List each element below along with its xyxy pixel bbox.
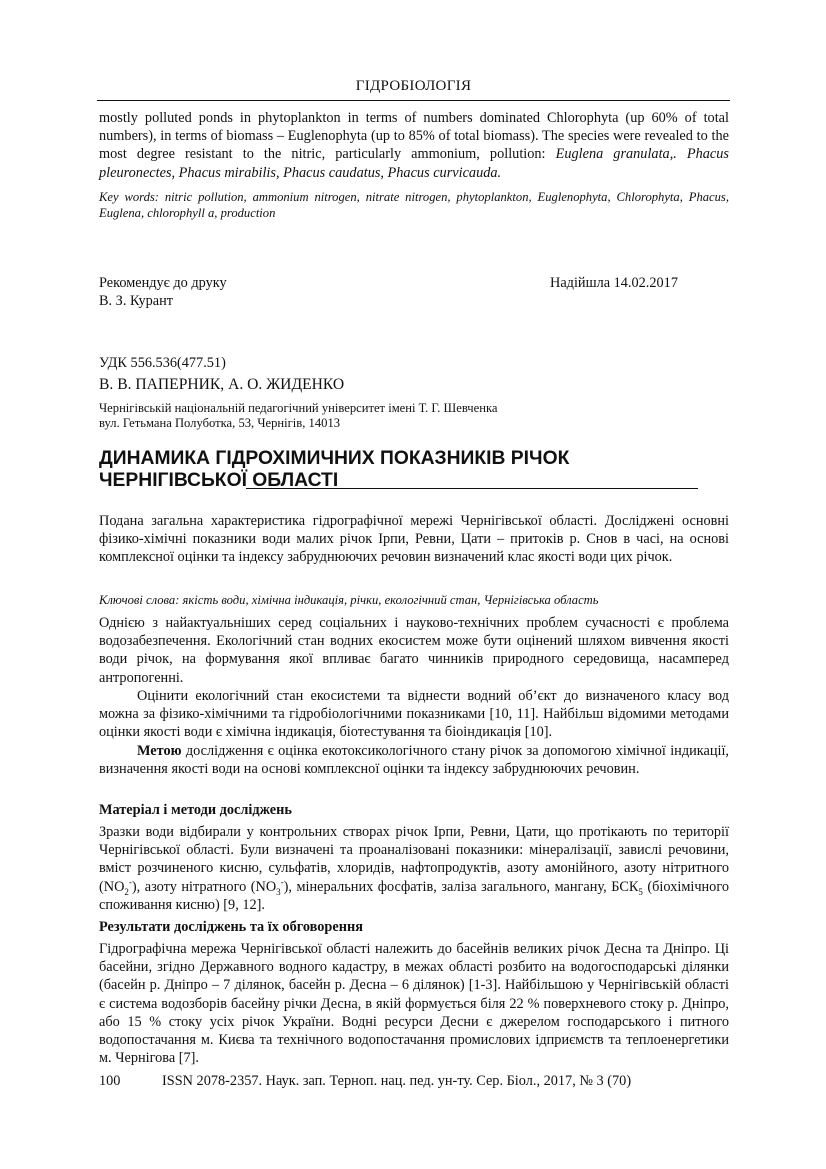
- address: вул. Гетьмана Полуботка, 53, Чернігів, 14013: [99, 416, 341, 430]
- methods-text-a: Зразки води відбирали у контрольних створах річок Ірпи, Ревни, Цати, що протікають по території Чернігівської області. Були визначені та проаналізовані показники: мінералізації, завислі речовини, вміст розчиненого кисню, сульфатів, хлоридів, нафтопродуктів, азоту амонійного, азоту нітритного (NO: [99, 824, 729, 895]
- udc-code: УДК 556.536(477.51): [99, 355, 226, 371]
- aim-paragraph: [99, 742, 729, 778]
- recommend-label: Рекомендує до друку: [99, 275, 227, 291]
- results-heading: Результати досліджень та їх обговорення: [99, 919, 363, 935]
- methods-text-b: ), азоту нітратного (NO: [131, 878, 277, 895]
- aim-text: дослідження є оцінка екотоксикологічного стану річок за допомогою хімічної індикації, визначення якості води на основі комплексної оцінки та індексу забруднюючих речовин.: [99, 743, 729, 778]
- article-abstract: Подана загальна характеристика гідрографічної мережі Чернігівської області. Досліджені основні фізико-хімічні показники води малих річок Ірпи, Ревни, Цати – притоків р. Снов в часі, на основі комплексної оцінки та індексу забруднюючих речовин визначений клас якості води цих річок.: [99, 513, 729, 566]
- methods-text-d: (біохімічного споживання кисню) [9, 12].: [99, 878, 729, 913]
- bsk-subscript: 5: [638, 886, 643, 897]
- page-number: 100: [99, 1073, 121, 1089]
- aim-label: Метою: [137, 743, 182, 759]
- results-paragraph: Гідрографічна мережа Чернігівської області належить до басейнів великих річок Десна та Дніпро. Ці басейни, згідно Державного водного кадастру, в межах області розбито на водогосподарські ділянки (басейн р. Дніпро – 7 ділянок, басейн р. Десна – 6 ділянок) [1-3]. Найбільшою у Чернігівській області є система водозборів басейну річки Десна, в якій формується біля 22 % поверхневого стоку р. Дніпро, або 15 % стоку усіх річок України. Водні ресурси Десни є джерелом господарського і питного водопостачання м. Києва та технічного водопостачання промислових ідприємств та теплоенергетики м. Чернігова [7].: [99, 941, 729, 1067]
- recommender-name: В. З. Курант: [99, 293, 173, 309]
- header-rule: [97, 100, 730, 101]
- methods-text-c: ), мінеральних фосфатів, заліза загального, мангану, БСК: [283, 878, 639, 895]
- intro-paragraph-1: Однією з найактуальніших серед соціальних і науково-технічних проблем сучасності є проблема водозабезпечення. Екологічний стан водних екосистем може бути оцінений шляхом вивчення якості води річок, на формування якої впливає багато чинників природного середовища, насамперед антропогенні.: [99, 615, 729, 686]
- received-date: Надійшла 14.02.2017: [550, 275, 678, 291]
- no2-subscript: 2: [124, 886, 129, 897]
- article-title: [99, 448, 729, 492]
- intro-paragraph-2: Оцінити екологічний стан екосистеми та віднести водний об’єкт до визначеного класу вод можна за фізико-хімічними та гідробіологічними показниками [10, 11]. Найбільш відомими методами оцінки якості води є хімічна індикація, біотестування та біоіндикація [10].: [99, 688, 729, 741]
- no2-superscript: -: [128, 876, 132, 887]
- prev-abstract: [99, 109, 729, 182]
- running-header: ГІДРОБІОЛОГІЯ: [355, 78, 472, 94]
- no3-superscript: -: [280, 876, 284, 887]
- title-rule: [246, 488, 698, 489]
- journal-citation: ISSN 2078-2357. Наук. зап. Терноп. нац. пед. ун-ту. Сер. Біол., 2017, № 3 (70): [162, 1073, 632, 1089]
- prev-keywords: Key words: nitric pollution, ammonium nitrogen, nitrate nitrogen, phytoplankton, Euglenophyta, Chlorophyta, Phacus, Euglena, chlorophyll a, production: [99, 190, 729, 221]
- no3-subscript: 3: [276, 886, 281, 897]
- prev-abstract-species: Euglena granulata,. Phacus pleuronectes, Phacus mirabilis, Phacus caudatus, Phacus curvicauda.: [99, 146, 729, 181]
- article-title-line1: ДИНАМИКА ГІДРОХІМИЧНИХ ПОКАЗНИКІВ РІЧОК: [99, 448, 570, 469]
- prev-abstract-text: mostly polluted ponds in phytoplankton in terms of numbers dominated Chlorophyta (up 60% of total numbers), in terms of biomass – Euglenophyta (up to 85% of total biomass). The species were revealed to the most degree resistant to the nitric, particularly ammonium, pollution:: [99, 110, 729, 163]
- methods-heading: Матеріал і методи досліджень: [99, 802, 292, 818]
- affiliation: Чернігівській національній педагогічний університет імені Т. Г. Шевченка: [99, 401, 498, 415]
- methods-paragraph: [99, 823, 729, 914]
- article-keywords: Ключові слова: якість води, хімічна індикація, річки, екологічний стан, Чернігівська область: [99, 593, 599, 607]
- article-title-line2: ЧЕРНІГІВСЬКОЇ ОБЛАСТІ: [99, 470, 339, 491]
- authors: В. В. ПАПЕРНИК, А. О. ЖИДЕНКО: [99, 376, 345, 393]
